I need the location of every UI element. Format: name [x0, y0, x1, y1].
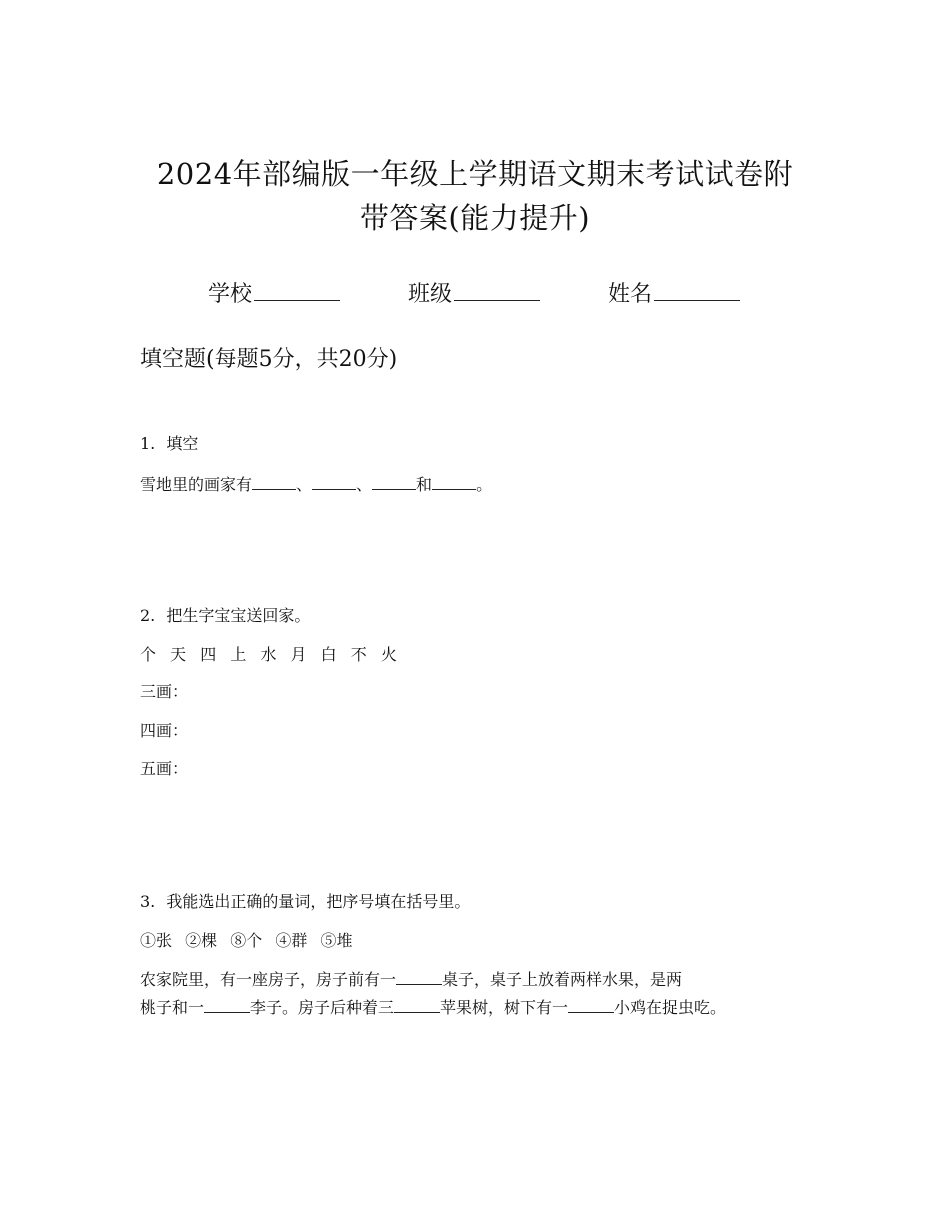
character-item: 不 — [350, 645, 367, 664]
answer-blank — [396, 966, 442, 985]
answer-blank — [394, 994, 440, 1013]
school-field — [208, 276, 340, 311]
class-label: 班级 — [408, 282, 453, 307]
question-3-number: 3. — [140, 892, 156, 911]
question-2-number: 2. — [140, 606, 156, 625]
option-item: ④群 — [275, 931, 308, 950]
character-item: 白 — [320, 645, 337, 664]
character-list — [140, 643, 406, 667]
document-title-line-1: 2024年部编版一年级上学期语文期末考试试卷附 — [156, 157, 794, 191]
stroke-row-three: 三画： — [140, 682, 189, 701]
question-1-text — [140, 471, 492, 497]
question-1-heading — [140, 432, 198, 456]
character-item: 四 — [200, 645, 217, 664]
passage-line-1 — [140, 966, 682, 992]
separator: 和 — [416, 475, 433, 494]
passage-text: 小鸡在捉虫吃。 — [614, 998, 727, 1017]
sentence-end: 。 — [476, 475, 493, 494]
answer-blank — [432, 471, 476, 490]
passage-text: 苹果树，树下有一 — [440, 998, 569, 1017]
name-label: 姓名 — [608, 282, 653, 307]
measure-word-options — [140, 929, 360, 953]
passage-text: 桃子和一 — [140, 998, 205, 1017]
question-3-title: 我能选出正确的量词，把序号填在括号里。 — [166, 892, 471, 911]
answer-blank — [204, 994, 250, 1013]
answer-blank — [372, 471, 416, 490]
class-field — [408, 276, 540, 311]
passage-text: 李子。房子后种着三 — [250, 998, 395, 1017]
character-item: 上 — [230, 645, 247, 664]
question-1-number: 1. — [140, 434, 156, 453]
question-2-heading — [140, 604, 310, 628]
question-1-prompt: 雪地里的画家有 — [140, 475, 253, 494]
question-3-heading — [140, 890, 470, 914]
name-field — [608, 276, 740, 311]
passage-text: 桌子，桌子上放着两样水果，是两 — [442, 970, 683, 989]
stroke-row-five: 五画： — [140, 759, 189, 778]
option-item: ⑧个 — [230, 931, 263, 950]
answer-blank — [252, 471, 296, 490]
separator: 、 — [296, 475, 313, 494]
school-label: 学校 — [208, 282, 253, 307]
passage-line-2 — [140, 994, 726, 1020]
separator: 、 — [356, 475, 373, 494]
question-2-title: 把生字宝宝送回家。 — [166, 606, 311, 625]
stroke-row-four: 四画： — [140, 721, 189, 740]
option-item: ⑤堆 — [320, 931, 353, 950]
answer-blank — [568, 994, 614, 1013]
passage-text: 农家院里，有一座房子，房子前有一 — [140, 970, 397, 989]
school-blank — [254, 276, 340, 301]
character-item: 月 — [290, 645, 307, 664]
character-item: 火 — [380, 645, 397, 664]
answer-blank — [312, 471, 356, 490]
option-item: ①张 — [140, 931, 173, 950]
option-item: ②棵 — [185, 931, 218, 950]
section-header: 填空题(每题5分，共20分) — [140, 347, 398, 372]
character-item: 天 — [170, 645, 187, 664]
character-item: 水 — [260, 645, 277, 664]
name-blank — [654, 276, 740, 301]
document-title-line-2: 带答案(能力提升) — [359, 201, 591, 235]
class-blank — [454, 276, 540, 301]
character-item: 个 — [140, 645, 157, 664]
question-1-title: 填空 — [166, 434, 199, 453]
